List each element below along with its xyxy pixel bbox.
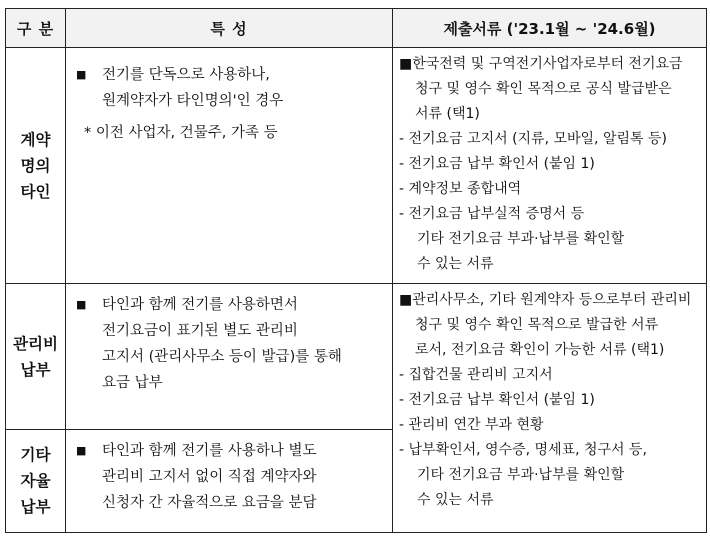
header-category: 구 분: [6, 9, 66, 48]
header-feature: 특 성: [66, 9, 393, 48]
table-row: [6, 48, 707, 284]
doc-lead-line: 청구 및 영수 확인 목적으로 공식 발급받은: [415, 81, 672, 97]
square-bullet-icon: ■: [76, 298, 87, 311]
header-documents: 제출서류 ('23.1월 ~ '24.6월): [393, 9, 707, 48]
feature-line: 전기를 단독으로 사용하나,: [102, 67, 270, 83]
feature-note: * 이전 사업자, 건물주, 가족 등: [84, 125, 278, 141]
doc-item-cont: 수 있는 서류: [417, 256, 494, 272]
doc-item-cont: 기타 전기요금 부과·납부를 확인할: [417, 231, 625, 247]
square-bullet-icon: ■: [76, 444, 87, 457]
doc-lead-line: ■관리사무소, 기타 원계약자 등으로부터 관리비: [399, 292, 692, 308]
feature-line: 관리비 고지서 없이 직접 계약자와: [102, 469, 317, 485]
category-line: 명의: [20, 156, 51, 175]
feature-line: 타인과 함께 전기를 사용하면서: [102, 297, 298, 313]
category-line: 관리비: [13, 334, 58, 353]
category-cell: [6, 430, 66, 533]
doc-item: - 집합건물 관리비 고지서: [399, 367, 553, 383]
category-cell: [6, 48, 66, 284]
category-line: 납부: [20, 360, 51, 379]
feature-line: 타인과 함께 전기를 사용하나 별도: [102, 443, 317, 459]
category-line: 계약: [20, 130, 51, 149]
feature-cell: [66, 48, 393, 284]
doc-lead-line: 로서, 전기요금 확인이 가능한 서류 (택1): [415, 342, 665, 358]
doc-item: - 관리비 연간 부과 현황: [399, 417, 544, 433]
feature-line: 원계약자가 타인명의'인 경우: [102, 93, 284, 109]
table-header-row: [6, 9, 707, 48]
square-bullet-icon: ■: [76, 68, 87, 81]
doc-lead-line: 청구 및 영수 확인 목적으로 발급한 서류: [415, 317, 659, 333]
feature-line: 전기요금이 표기된 별도 관리비: [102, 323, 298, 339]
feature-line: 고지서 (관리사무소 등이 발급)를 통해: [102, 349, 342, 365]
doc-item: - 납부확인서, 영수증, 명세표, 청구서 등,: [399, 442, 647, 458]
doc-lead-line: 서류 (택1): [415, 106, 480, 122]
table-row: [6, 284, 707, 430]
doc-item: - 계약정보 종합내역: [399, 181, 522, 197]
feature-line: 신청자 간 자율적으로 요금을 분담: [102, 495, 317, 511]
doc-item-cont: 기타 전기요금 부과·납부를 확인할: [417, 467, 625, 483]
category-line: 납부: [20, 498, 51, 516]
documents-cell: [393, 284, 707, 533]
documents-table: [5, 8, 707, 533]
doc-lead-line: ■한국전력 및 구역전기사업자로부터 전기요금: [399, 56, 683, 72]
doc-item: - 전기요금 납부실적 증명서 등: [399, 206, 585, 222]
category-line: 기타: [20, 446, 51, 464]
feature-line: 요금 납부: [102, 375, 163, 391]
doc-item-cont: 수 있는 서류: [417, 492, 494, 508]
documents-cell: [393, 48, 707, 284]
feature-cell: [66, 284, 393, 430]
category-line: 자율: [20, 472, 51, 490]
category-line: 타인: [20, 182, 51, 201]
doc-item: - 전기요금 고지서 (지류, 모바일, 알림톡 등): [399, 131, 667, 147]
doc-item: - 전기요금 납부 확인서 (붙임 1): [399, 392, 595, 408]
doc-item: - 전기요금 납부 확인서 (붙임 1): [399, 156, 595, 172]
feature-cell: [66, 430, 393, 533]
category-cell: [6, 284, 66, 430]
